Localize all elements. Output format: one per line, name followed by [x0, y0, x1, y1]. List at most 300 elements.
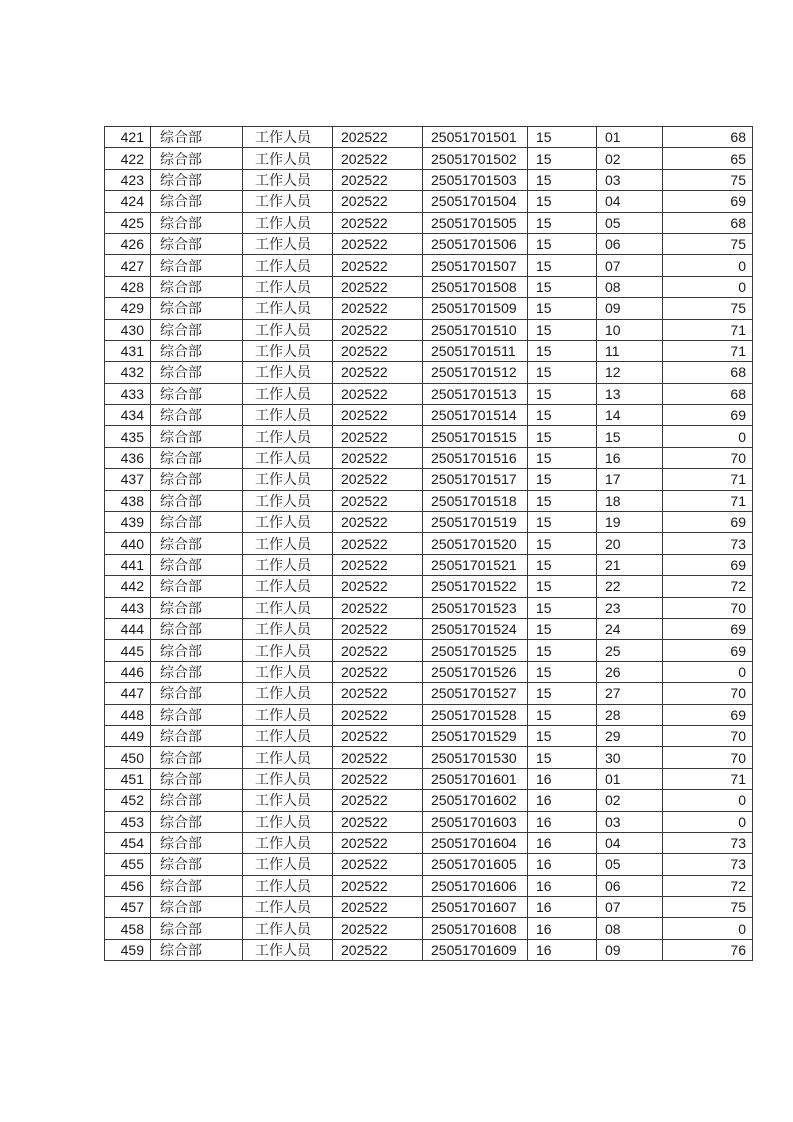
cell-exam-code: 202522 — [333, 426, 423, 447]
cell-ticket-number: 25051701521 — [423, 554, 528, 575]
cell-department: 综合部 — [151, 255, 243, 276]
cell-row-number: 454 — [105, 832, 151, 853]
cell-position: 工作人员 — [243, 854, 333, 875]
table-row — [105, 811, 753, 832]
cell-row-number: 428 — [105, 276, 151, 297]
cell-exam-code: 202522 — [333, 512, 423, 533]
cell-row-number: 436 — [105, 447, 151, 468]
cell-department: 综合部 — [151, 811, 243, 832]
cell-seat-number: 03 — [597, 169, 663, 190]
cell-ticket-number: 25051701523 — [423, 597, 528, 618]
cell-exam-code: 202522 — [333, 811, 423, 832]
cell-department: 综合部 — [151, 169, 243, 190]
cell-room-number: 15 — [528, 512, 597, 533]
cell-ticket-number: 25051701527 — [423, 683, 528, 704]
cell-department: 综合部 — [151, 640, 243, 661]
table-row — [105, 790, 753, 811]
cell-exam-code: 202522 — [333, 918, 423, 939]
table-row — [105, 854, 753, 875]
cell-department: 综合部 — [151, 298, 243, 319]
cell-seat-number: 09 — [597, 939, 663, 960]
cell-exam-code: 202522 — [333, 447, 423, 468]
cell-room-number: 15 — [528, 661, 597, 682]
cell-position: 工作人员 — [243, 212, 333, 233]
cell-position: 工作人员 — [243, 426, 333, 447]
cell-exam-code: 202522 — [333, 148, 423, 169]
cell-department: 综合部 — [151, 362, 243, 383]
cell-score: 68 — [663, 212, 753, 233]
cell-position: 工作人员 — [243, 276, 333, 297]
table-row — [105, 490, 753, 511]
cell-exam-code: 202522 — [333, 897, 423, 918]
cell-score: 69 — [663, 554, 753, 575]
cell-department: 综合部 — [151, 704, 243, 725]
cell-room-number: 16 — [528, 939, 597, 960]
cell-ticket-number: 25051701522 — [423, 576, 528, 597]
cell-room-number: 15 — [528, 148, 597, 169]
cell-ticket-number: 25051701529 — [423, 725, 528, 746]
cell-ticket-number: 25051701607 — [423, 897, 528, 918]
cell-exam-code: 202522 — [333, 747, 423, 768]
cell-ticket-number: 25051701524 — [423, 618, 528, 639]
cell-seat-number: 24 — [597, 618, 663, 639]
cell-exam-code: 202522 — [333, 661, 423, 682]
table-row — [105, 191, 753, 212]
table-row — [105, 704, 753, 725]
cell-seat-number: 19 — [597, 512, 663, 533]
cell-department: 综合部 — [151, 897, 243, 918]
cell-seat-number: 23 — [597, 597, 663, 618]
cell-score: 69 — [663, 640, 753, 661]
cell-department: 综合部 — [151, 512, 243, 533]
cell-ticket-number: 25051701507 — [423, 255, 528, 276]
cell-department: 综合部 — [151, 191, 243, 212]
cell-row-number: 434 — [105, 405, 151, 426]
cell-seat-number: 21 — [597, 554, 663, 575]
cell-room-number: 15 — [528, 212, 597, 233]
cell-score: 68 — [663, 362, 753, 383]
cell-row-number: 424 — [105, 191, 151, 212]
cell-ticket-number: 25051701525 — [423, 640, 528, 661]
cell-position: 工作人员 — [243, 747, 333, 768]
cell-position: 工作人员 — [243, 512, 333, 533]
cell-room-number: 15 — [528, 576, 597, 597]
cell-department: 综合部 — [151, 383, 243, 404]
cell-score: 69 — [663, 618, 753, 639]
cell-room-number: 16 — [528, 875, 597, 896]
cell-seat-number: 02 — [597, 790, 663, 811]
cell-room-number: 15 — [528, 490, 597, 511]
cell-department: 综合部 — [151, 832, 243, 853]
cell-department: 综合部 — [151, 127, 243, 148]
cell-room-number: 16 — [528, 918, 597, 939]
cell-room-number: 15 — [528, 597, 597, 618]
cell-room-number: 15 — [528, 405, 597, 426]
cell-position: 工作人员 — [243, 640, 333, 661]
cell-score: 71 — [663, 340, 753, 361]
cell-exam-code: 202522 — [333, 276, 423, 297]
cell-row-number: 441 — [105, 554, 151, 575]
cell-row-number: 422 — [105, 148, 151, 169]
cell-seat-number: 04 — [597, 832, 663, 853]
cell-room-number: 16 — [528, 768, 597, 789]
table-row — [105, 469, 753, 490]
cell-position: 工作人员 — [243, 148, 333, 169]
cell-room-number: 15 — [528, 704, 597, 725]
table-row — [105, 939, 753, 960]
cell-position: 工作人员 — [243, 405, 333, 426]
cell-seat-number: 08 — [597, 918, 663, 939]
cell-score: 65 — [663, 148, 753, 169]
cell-row-number: 457 — [105, 897, 151, 918]
cell-position: 工作人员 — [243, 597, 333, 618]
cell-position: 工作人员 — [243, 233, 333, 254]
cell-department: 综合部 — [151, 790, 243, 811]
table-row — [105, 576, 753, 597]
cell-department: 综合部 — [151, 554, 243, 575]
cell-position: 工作人员 — [243, 832, 333, 853]
table-row — [105, 661, 753, 682]
cell-score: 75 — [663, 897, 753, 918]
cell-seat-number: 09 — [597, 298, 663, 319]
cell-score: 71 — [663, 469, 753, 490]
cell-score: 0 — [663, 661, 753, 682]
cell-row-number: 425 — [105, 212, 151, 233]
cell-seat-number: 30 — [597, 747, 663, 768]
cell-score: 70 — [663, 683, 753, 704]
cell-position: 工作人员 — [243, 362, 333, 383]
cell-position: 工作人员 — [243, 490, 333, 511]
cell-row-number: 447 — [105, 683, 151, 704]
cell-score: 76 — [663, 939, 753, 960]
cell-room-number: 16 — [528, 811, 597, 832]
cell-department: 综合部 — [151, 618, 243, 639]
cell-score: 75 — [663, 169, 753, 190]
cell-position: 工作人员 — [243, 298, 333, 319]
table-row — [105, 426, 753, 447]
cell-score: 71 — [663, 319, 753, 340]
cell-room-number: 15 — [528, 276, 597, 297]
cell-ticket-number: 25051701609 — [423, 939, 528, 960]
table-row — [105, 362, 753, 383]
cell-row-number: 451 — [105, 768, 151, 789]
cell-ticket-number: 25051701606 — [423, 875, 528, 896]
cell-room-number: 15 — [528, 554, 597, 575]
table-row — [105, 918, 753, 939]
cell-row-number: 446 — [105, 661, 151, 682]
cell-ticket-number: 25051701501 — [423, 127, 528, 148]
cell-exam-code: 202522 — [333, 169, 423, 190]
cell-ticket-number: 25051701502 — [423, 148, 528, 169]
cell-position: 工作人员 — [243, 319, 333, 340]
cell-score: 73 — [663, 854, 753, 875]
cell-seat-number: 02 — [597, 148, 663, 169]
cell-position: 工作人员 — [243, 576, 333, 597]
cell-score: 75 — [663, 298, 753, 319]
cell-score: 70 — [663, 447, 753, 468]
cell-row-number: 421 — [105, 127, 151, 148]
cell-ticket-number: 25051701602 — [423, 790, 528, 811]
cell-exam-code: 202522 — [333, 383, 423, 404]
cell-row-number: 448 — [105, 704, 151, 725]
cell-ticket-number: 25051701518 — [423, 490, 528, 511]
cell-room-number: 16 — [528, 854, 597, 875]
cell-ticket-number: 25051701504 — [423, 191, 528, 212]
cell-seat-number: 07 — [597, 255, 663, 276]
table-row — [105, 725, 753, 746]
cell-room-number: 16 — [528, 832, 597, 853]
cell-room-number: 16 — [528, 897, 597, 918]
cell-score: 0 — [663, 426, 753, 447]
cell-ticket-number: 25051701506 — [423, 233, 528, 254]
cell-seat-number: 29 — [597, 725, 663, 746]
cell-department: 综合部 — [151, 725, 243, 746]
cell-score: 68 — [663, 383, 753, 404]
cell-department: 综合部 — [151, 854, 243, 875]
cell-exam-code: 202522 — [333, 212, 423, 233]
cell-score: 71 — [663, 768, 753, 789]
cell-ticket-number: 25051701604 — [423, 832, 528, 853]
cell-exam-code: 202522 — [333, 768, 423, 789]
cell-ticket-number: 25051701608 — [423, 918, 528, 939]
cell-department: 综合部 — [151, 661, 243, 682]
cell-exam-code: 202522 — [333, 554, 423, 575]
cell-seat-number: 12 — [597, 362, 663, 383]
cell-seat-number: 03 — [597, 811, 663, 832]
cell-seat-number: 13 — [597, 383, 663, 404]
cell-row-number: 435 — [105, 426, 151, 447]
cell-row-number: 445 — [105, 640, 151, 661]
cell-row-number: 449 — [105, 725, 151, 746]
cell-score: 72 — [663, 875, 753, 896]
cell-room-number: 15 — [528, 169, 597, 190]
table-row — [105, 747, 753, 768]
cell-exam-code: 202522 — [333, 469, 423, 490]
cell-department: 综合部 — [151, 212, 243, 233]
cell-position: 工作人员 — [243, 875, 333, 896]
cell-row-number: 433 — [105, 383, 151, 404]
cell-seat-number: 08 — [597, 276, 663, 297]
cell-department: 综合部 — [151, 939, 243, 960]
cell-exam-code: 202522 — [333, 319, 423, 340]
cell-score: 69 — [663, 405, 753, 426]
cell-position: 工作人员 — [243, 811, 333, 832]
cell-position: 工作人员 — [243, 169, 333, 190]
cell-exam-code: 202522 — [333, 255, 423, 276]
cell-ticket-number: 25051701519 — [423, 512, 528, 533]
cell-seat-number: 05 — [597, 212, 663, 233]
cell-position: 工作人员 — [243, 191, 333, 212]
cell-exam-code: 202522 — [333, 875, 423, 896]
cell-row-number: 437 — [105, 469, 151, 490]
cell-department: 综合部 — [151, 276, 243, 297]
cell-position: 工作人员 — [243, 897, 333, 918]
cell-exam-code: 202522 — [333, 854, 423, 875]
table-row — [105, 298, 753, 319]
cell-score: 69 — [663, 512, 753, 533]
cell-department: 综合部 — [151, 405, 243, 426]
cell-position: 工作人员 — [243, 725, 333, 746]
table-row — [105, 618, 753, 639]
cell-seat-number: 28 — [597, 704, 663, 725]
cell-position: 工作人员 — [243, 554, 333, 575]
cell-seat-number: 01 — [597, 768, 663, 789]
table-row — [105, 554, 753, 575]
cell-seat-number: 11 — [597, 340, 663, 361]
table-row — [105, 340, 753, 361]
cell-score: 70 — [663, 597, 753, 618]
cell-department: 综合部 — [151, 490, 243, 511]
cell-exam-code: 202522 — [333, 362, 423, 383]
cell-exam-code: 202522 — [333, 790, 423, 811]
cell-row-number: 439 — [105, 512, 151, 533]
cell-score: 0 — [663, 790, 753, 811]
cell-position: 工作人员 — [243, 469, 333, 490]
cell-ticket-number: 25051701517 — [423, 469, 528, 490]
cell-exam-code: 202522 — [333, 340, 423, 361]
cell-room-number: 15 — [528, 340, 597, 361]
cell-exam-code: 202522 — [333, 683, 423, 704]
cell-row-number: 427 — [105, 255, 151, 276]
cell-department: 综合部 — [151, 319, 243, 340]
cell-department: 综合部 — [151, 918, 243, 939]
cell-seat-number: 25 — [597, 640, 663, 661]
table-row — [105, 875, 753, 896]
cell-row-number: 450 — [105, 747, 151, 768]
cell-ticket-number: 25051701516 — [423, 447, 528, 468]
table-row — [105, 832, 753, 853]
cell-exam-code: 202522 — [333, 618, 423, 639]
cell-seat-number: 15 — [597, 426, 663, 447]
cell-seat-number: 10 — [597, 319, 663, 340]
cell-seat-number: 16 — [597, 447, 663, 468]
cell-score: 0 — [663, 276, 753, 297]
cell-position: 工作人员 — [243, 447, 333, 468]
cell-row-number: 431 — [105, 340, 151, 361]
cell-exam-code: 202522 — [333, 490, 423, 511]
cell-position: 工作人员 — [243, 255, 333, 276]
cell-row-number: 430 — [105, 319, 151, 340]
cell-ticket-number: 25051701509 — [423, 298, 528, 319]
table-row — [105, 169, 753, 190]
cell-department: 综合部 — [151, 426, 243, 447]
cell-ticket-number: 25051701605 — [423, 854, 528, 875]
cell-row-number: 444 — [105, 618, 151, 639]
cell-department: 综合部 — [151, 469, 243, 490]
cell-room-number: 15 — [528, 640, 597, 661]
table-row — [105, 233, 753, 254]
table-row — [105, 512, 753, 533]
table-row — [105, 897, 753, 918]
cell-exam-code: 202522 — [333, 533, 423, 554]
table-row — [105, 255, 753, 276]
cell-room-number: 15 — [528, 319, 597, 340]
cell-ticket-number: 25051701503 — [423, 169, 528, 190]
score-table-wrapper — [104, 126, 753, 961]
cell-ticket-number: 25051701512 — [423, 362, 528, 383]
cell-seat-number: 04 — [597, 191, 663, 212]
cell-room-number: 15 — [528, 191, 597, 212]
cell-department: 综合部 — [151, 233, 243, 254]
cell-ticket-number: 25051701526 — [423, 661, 528, 682]
cell-score: 75 — [663, 233, 753, 254]
cell-room-number: 15 — [528, 533, 597, 554]
cell-score: 0 — [663, 255, 753, 276]
cell-room-number: 16 — [528, 790, 597, 811]
cell-position: 工作人员 — [243, 704, 333, 725]
cell-room-number: 15 — [528, 725, 597, 746]
cell-row-number: 429 — [105, 298, 151, 319]
cell-position: 工作人员 — [243, 340, 333, 361]
cell-department: 综合部 — [151, 747, 243, 768]
cell-score: 0 — [663, 918, 753, 939]
cell-position: 工作人员 — [243, 383, 333, 404]
cell-department: 综合部 — [151, 533, 243, 554]
cell-ticket-number: 25051701505 — [423, 212, 528, 233]
cell-row-number: 438 — [105, 490, 151, 511]
cell-exam-code: 202522 — [333, 725, 423, 746]
cell-exam-code: 202522 — [333, 597, 423, 618]
cell-score: 69 — [663, 191, 753, 212]
cell-score: 70 — [663, 747, 753, 768]
cell-position: 工作人员 — [243, 618, 333, 639]
table-row — [105, 276, 753, 297]
cell-row-number: 442 — [105, 576, 151, 597]
cell-row-number: 423 — [105, 169, 151, 190]
cell-position: 工作人员 — [243, 939, 333, 960]
cell-row-number: 458 — [105, 918, 151, 939]
table-row — [105, 597, 753, 618]
cell-room-number: 15 — [528, 233, 597, 254]
cell-exam-code: 202522 — [333, 405, 423, 426]
cell-score: 73 — [663, 832, 753, 853]
cell-position: 工作人员 — [243, 918, 333, 939]
table-row — [105, 148, 753, 169]
cell-seat-number: 14 — [597, 405, 663, 426]
cell-room-number: 15 — [528, 298, 597, 319]
cell-score: 0 — [663, 811, 753, 832]
cell-score: 69 — [663, 704, 753, 725]
cell-seat-number: 07 — [597, 897, 663, 918]
cell-exam-code: 202522 — [333, 127, 423, 148]
cell-score: 70 — [663, 725, 753, 746]
cell-row-number: 443 — [105, 597, 151, 618]
cell-ticket-number: 25051701513 — [423, 383, 528, 404]
cell-room-number: 15 — [528, 469, 597, 490]
cell-department: 综合部 — [151, 597, 243, 618]
cell-department: 综合部 — [151, 875, 243, 896]
cell-room-number: 15 — [528, 747, 597, 768]
cell-ticket-number: 25051701520 — [423, 533, 528, 554]
table-row — [105, 127, 753, 148]
cell-exam-code: 202522 — [333, 576, 423, 597]
cell-exam-code: 202522 — [333, 191, 423, 212]
cell-ticket-number: 25051701510 — [423, 319, 528, 340]
cell-position: 工作人员 — [243, 533, 333, 554]
cell-ticket-number: 25051701508 — [423, 276, 528, 297]
cell-ticket-number: 25051701528 — [423, 704, 528, 725]
table-row — [105, 768, 753, 789]
cell-ticket-number: 25051701514 — [423, 405, 528, 426]
table-row — [105, 319, 753, 340]
cell-seat-number: 06 — [597, 233, 663, 254]
cell-department: 综合部 — [151, 148, 243, 169]
cell-ticket-number: 25051701511 — [423, 340, 528, 361]
cell-exam-code: 202522 — [333, 832, 423, 853]
cell-ticket-number: 25051701603 — [423, 811, 528, 832]
cell-exam-code: 202522 — [333, 233, 423, 254]
cell-position: 工作人员 — [243, 683, 333, 704]
